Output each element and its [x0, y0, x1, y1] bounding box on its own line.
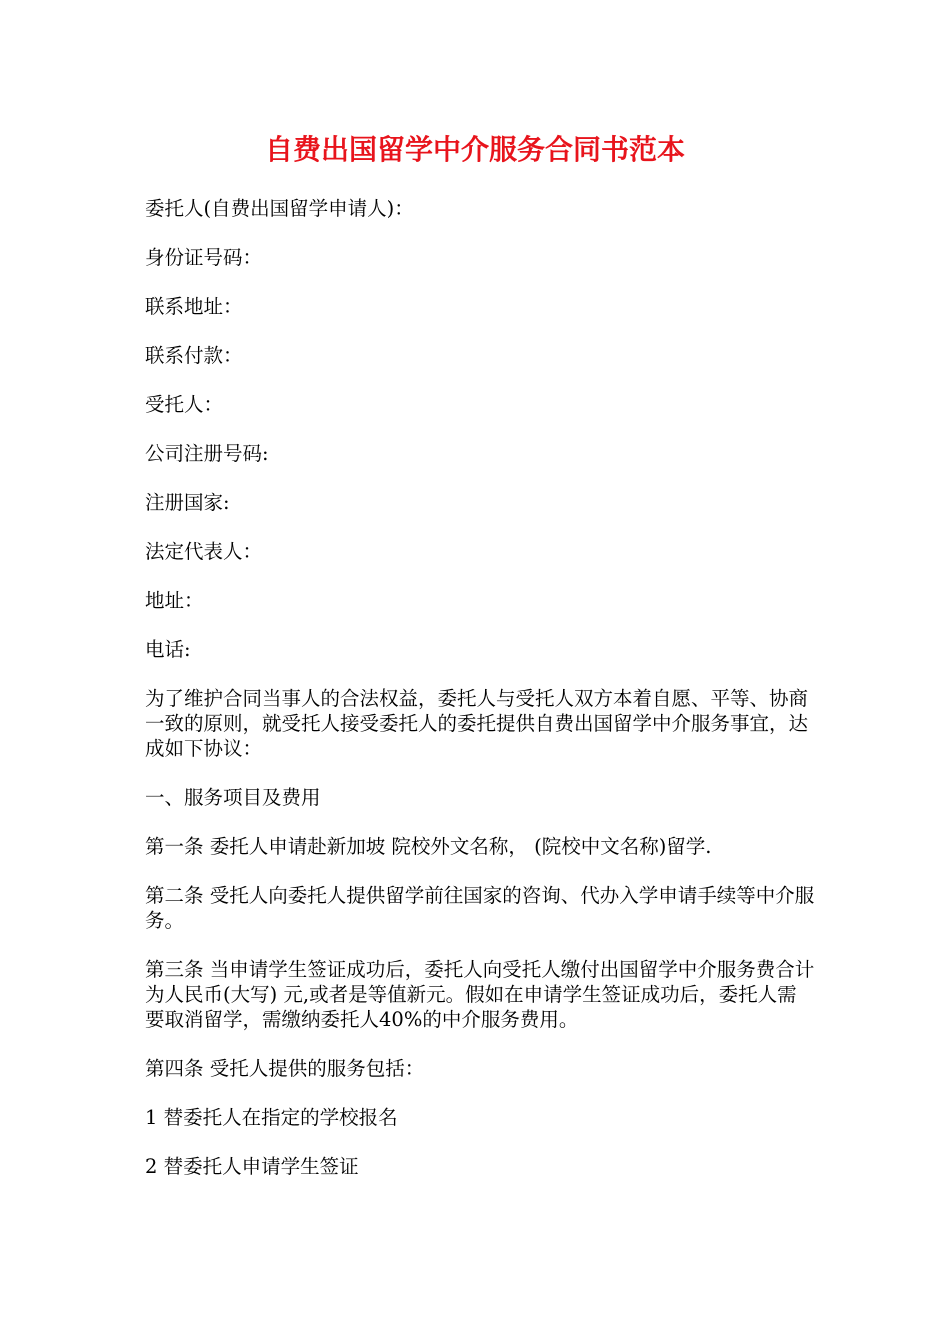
document-title: 自费出国留学中介服务合同书范本 — [264, 133, 685, 166]
document-body — [145, 196, 815, 1203]
paragraph-id-number: 身份证号码： — [145, 246, 263, 269]
paragraph-trustee: 受托人： — [145, 393, 224, 416]
article-2: 第二条 受托人向委托人提供留学前往国家的咨询、代办入学申请手续等中介服务。 — [145, 884, 815, 932]
paragraph-reg-country: 注册国家: — [145, 491, 230, 514]
paragraph-address: 地址： — [145, 589, 204, 612]
article-3: 第三条 当申请学生签证成功后，委托人向受托人缴付出国留学中介服务费合计为人民币(大写) 元,或者是等值新元。假如在申请学生签证成功后，委托人需要取消留学，需缴纳委托人40%的中介服务费用。 — [145, 958, 815, 1031]
article-4: 第四条 受托人提供的服务包括： — [145, 1057, 425, 1080]
list-item-2: 2 替委托人申请学生签证 — [145, 1155, 359, 1178]
paragraph-legal-rep: 法定代表人： — [145, 540, 263, 563]
article-1: 第一条 委托人申请赴新加坡 院校外文名称， (院校中文名称)留学. — [145, 835, 712, 858]
paragraph-preamble: 为了维护合同当事人的合法权益，委托人与受托人双方本着自愿、平等、协商一致的原则，就受托人接受委托人的委托提供自费出国留学中介服务事宜，达成如下协议： — [145, 687, 809, 760]
paragraph-phone: 电话: — [145, 638, 191, 661]
section-heading-services: 一、服务项目及费用 — [145, 786, 321, 809]
paragraph-client: 委托人(自费出国留学申请人)： — [145, 197, 414, 220]
list-item-1: 1 替委托人在指定的学校报名 — [145, 1106, 398, 1129]
paragraph-contact-payment: 联系付款： — [145, 344, 243, 367]
paragraph-contact-address: 联系地址： — [145, 295, 243, 318]
paragraph-company-reg-number: 公司注册号码: — [145, 442, 269, 465]
